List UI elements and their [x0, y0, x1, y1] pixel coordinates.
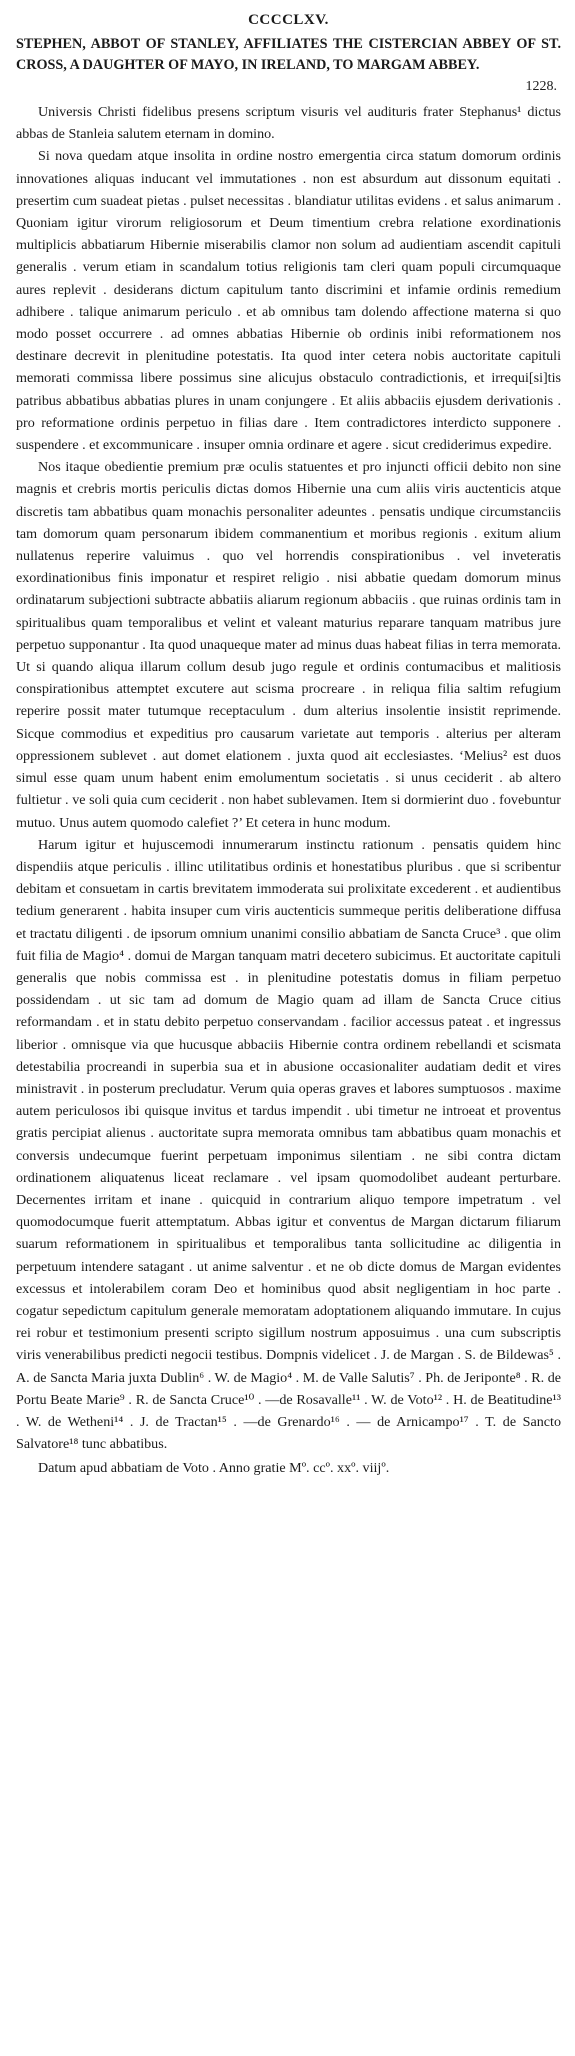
charter-title — [16, 34, 561, 76]
paragraph-visitation: Nos itaque obedientie premium præ oculis statuentes et pro injuncti officii debito non sine magnis et crebris mortis periculis dictas domos Hibernie una cum aliis viris auctenticis atque discretis tam abbatibus quam monachis personaliter adeuntes . pensatis undique circumstanciis tam domorum quam personarum ibidem commanentium et moribus regionis . exitum alium nullatenus reperire valuimus . quo vel horrendis conspirationibus . vel inveteratis exordinationibus finis imponatur et respiret religio . nisi abbatie quedam domorum minus ordinatarum subjectioni subtracte abbatiis aliarum regionum abbaciis . que ruinas ordinis tam in spiritualibus quam temporalibus et velint et valeant maturius reparare tanquam matribus jure perpetuo supponantur . Ita quod unaqueque mater ad minus duas habeat filias in terra memorata. Ut si quando aliqua illarum collum desub jugo regule et ordinis contumacibus et malitiosis conspirationibus attemptet excutere aut scisma procreare . in reliqua filia saltim refugium reperire possit mater tutumque receptaculum . dum alterius insolentie insistit reprimende. Sicque commodius et expeditius pro causarum varietate aut temporis . alterius per alteram oppressionem sublevet . aut domet elationem . juxta quod ait ecclesiastes. ‘Melius² est duos simul esse quam unum habent enim emolumentum societatis . si unus ceciderit . ab altero fultietur . ve soli quia cum ceciderit . non habet sublevamen. Item si dormierint duo . fovebuntur mutuo. Unus autem quomodo calefiet ?’ Et cetera in hunc modum. — [16, 459, 561, 831]
dateline: Datum apud abbatiam de Voto . Anno gratie Mº. ccº. xxº. viijº. — [38, 1460, 390, 1477]
paragraph-address: Universis Christi fidelibus presens scriptum visuris vel audituris frater Stephanus¹ dictus abbas de Stanleia salutem eternam in domino. — [16, 104, 561, 143]
paragraph-preamble: Si nova quedam atque insolita in ordine nostro emergentia circa statum domorum ordinis innovationes aliquas inducant vel immutationes . non est absurdum aut dissonum equitati . presertim cum suadeat pietas . pulset necessitas . blandiatur utilitas evidens . et salus animarum . Quoniam igitur virorum religiosorum et Deum timentium crebra relatione exordinationis multiplicis abbatiarum Hibernie miserabilis clamor non solum ad audientiam ascendit capituli generalis . verum etiam in scandalum totius religionis tam cleri quam populi circumquaque aures replevit . desiderans dictum capitulum tanto discrimini et infamie ordinis remedium adhibere . talique animarum periculo . et ab omnibus tam dolendo affectione materna si quo modo posset occurrere . ad omnes abbatias Hibernie ob ordinis inibi reformationem nos destinare decrevit in plenitudine potestatis. Ita quod inter cetera nobis auctoritate capituli memorati commissa libere possimus sine alicujus obstaculo contradictionis, et irrequi[si]tis patribus abbatibus abbatias plures in unam conjungere . Et aliis abbaciis ejusdem derivationis . pro reformatione ordinis perpetuo in filias dare . Item contradictores interdicto supponere . suspendere . et excommunicare . insuper omnia ordinare et agere . sicut crediderimus expedire. — [16, 148, 561, 454]
paragraph-affiliation: Harum igitur et hujuscemodi innumerarum instinctu rationum . pensatis quidem hinc dispendiis atque periculis . illinc utilitatibus ordinis et honestatibus pluribus . que si scribentur debitam et consuetam in cartis brevitatem immoderata sui prolixitate excederent . et audientibus tedium generarent . habita insuper cum viris auctenticis summeque peritis deliberatione diffusa et tractatu diligenti . de ipsorum omnium unanimi consilio abbatiam de Sancta Cruce³ . que olim fuit filia de Magio⁴ . domui de Margan tanquam matri decetero subicimus. Et auctoritate capituli generalis que nobis commissa est . in plenitudine potestatis domus in filiam perpetuo possidendam . ut sic tam ad domum de Magio quam ad illam de Sancta Cruce citius reformandam . et in statu debito perpetuo conservandam . facilior accessus pateat . et ingressus liberior . omnisque via que hucusque abbaciis Hibernie contra ordinem rebellandi et scismata detestabilia procreandi in superbia sua et in abusione occasionaliter audatiam dedit et vires ministravit . in posterum precludatur. Verum quia operas graves et labores sumptuosos . maxime autem periculosos ibi quisque invitus et tardus impendit . ubi timetur ne introeat et proventus gratis percipiat alienus . auctoritate supra memorata omnibus tam abbatibus quam monachis et conversis undecumque fuerint perpetuam imponimus silentiam . ne sibi contra dictam ordinationem aliquatenus liceat reclamare . vel ipsam quomodolibet audeant perturbare. Decernentes irritam et inane . quicquid in contrarium aliquo tempore impetratum . vel quomodocumque fuerit attemptatum. Abbas igitur et conventus de Margan dictarum filiarum suarum reformationem in spiritualibus et temporalibus tanta sollicitudine ac diligentia in perpetuum intendere satagant . ut anime salventur . et ne ob dicte domus de Margan evidentes excessus et intolerabilem coram Deo et hominibus quod absit negligentiam in hoc parte . cogatur sepedictum capitulum generale memoratam adoptationem aliquando immutare. In cujus rei robur et testimonium presenti scripto sigillum nostrum apposuimus . una cum subscriptis viris venerabilibus predicti negocii testibus. Dompnis videlicet . J. de Margan . S. de Bildewas⁵ . A. de Sancta Maria juxta Dublin⁶ . W. de Magio⁴ . M. de Valle Salutis⁷ . Ph. de Jeriponte⁸ . R. de Portu Beate Marie⁹ . R. de Sancta Cruce¹⁰ . —de Rosavalle¹¹ . W. de Voto¹² . H. de Beatitudine¹³ . W. de Wetheni¹⁴ . J. de Tractan¹⁵ . —de Grenardo¹⁶ . — de Arnicampo¹⁷ . T. de Sancto Salvatore¹⁸ tunc abbatibus. — [16, 836, 561, 1453]
charter-title-text: STEPHEN, ABBOT OF STANLEY, AFFILIATES THE CISTERCIAN ABBEY OF ST. CROSS, A DAUGHTER OF MAYO, IN IRELAND, TO MARGAM ABBEY. — [16, 36, 561, 73]
charter-year: 1228. — [525, 79, 557, 94]
charter-number: CCCCLXV. — [248, 12, 329, 28]
